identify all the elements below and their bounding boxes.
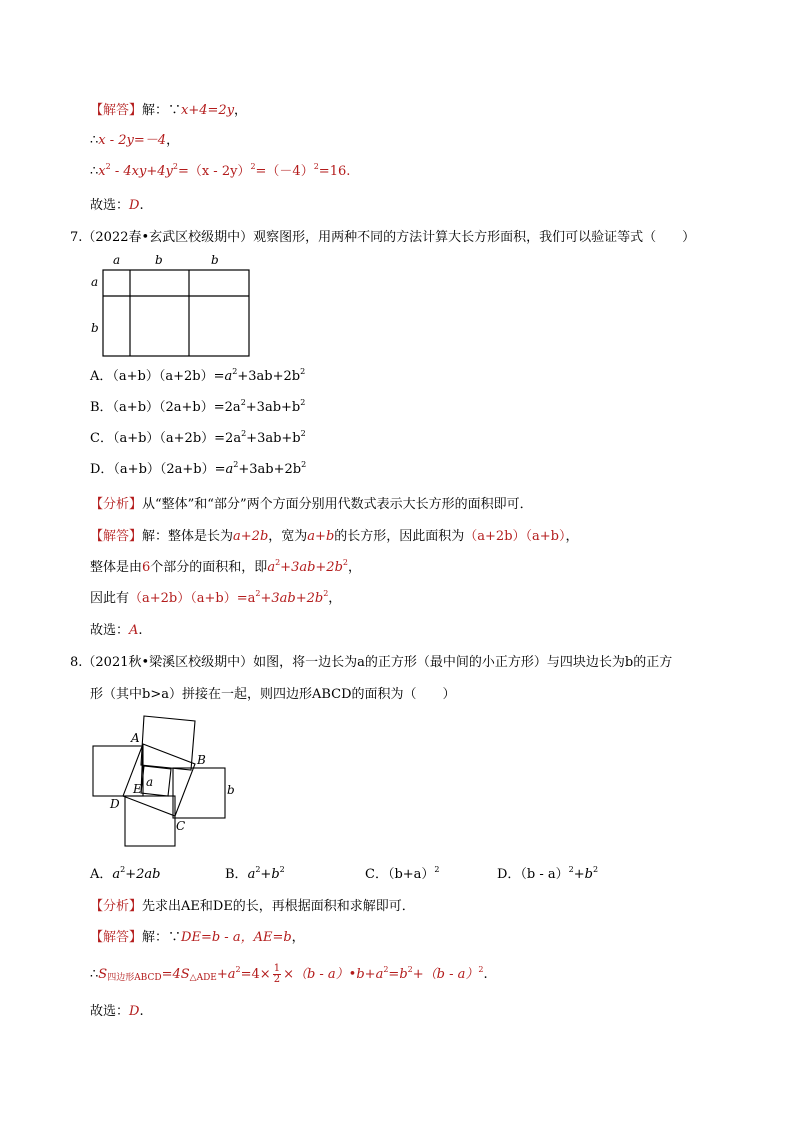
q7-answer-line-3: 因此有$(a+2b)(a+b)=a^2+3ab+2b^2$， xyxy=(90,589,342,606)
q8-answer-tag: 【解答】 xyxy=(90,930,143,945)
q6-answer-line-1: 【解答】解：∵x+4=2y， xyxy=(90,103,248,118)
q8-label-side-a: a xyxy=(146,775,154,789)
q8-label-c: C xyxy=(176,819,186,833)
q7-answer-line-2: 整体是由6个部分的面积和，即$a^2+3ab+2b^2$， xyxy=(90,558,362,575)
q8-label-side-b: b xyxy=(227,783,235,797)
q8-quad-abcd xyxy=(123,744,195,816)
q7-stem: 7.（2022春•玄武区校级期中）观察图形，用两种不同的方法计算大长方形面积，我们可以验证等式（ ） xyxy=(70,230,696,245)
q8-square-right xyxy=(173,768,225,818)
q6-answer-tag: 【解答】 xyxy=(90,103,143,118)
q7-option-a: A．$(a+b)(a+2b)=a^2+3ab+2b^2$ xyxy=(90,367,306,384)
q8-answer-line-2: $\therefore S_{四边形ABCD}=4S_{\triangle ADE}+a^2=4\times$ $\frac{1}{2}$ $\times(b - a)•b+a^2=b^2+(b - a)^2$. xyxy=(90,963,488,985)
q8-stem-line-2: 形（其中b>a）拼接在一起，则四边形ABCD的面积为（ ） xyxy=(90,687,456,702)
q8-label-b: B xyxy=(197,753,206,767)
q8-label-d: D xyxy=(110,797,120,811)
q7-choose: 故选：A. xyxy=(90,623,143,638)
q7-top-label-b1: b xyxy=(155,253,163,267)
q7-left-label-a: a xyxy=(91,275,99,289)
q7-option-b: B．$(a+b)(2a+b)=2a^2+3ab+b^2$ xyxy=(90,398,306,415)
q8-fraction: $\frac{1}{2}$ xyxy=(273,963,281,985)
q8-option-b: B．$a^2+b^2$ xyxy=(225,865,285,882)
q8-square-top xyxy=(141,716,195,770)
q8-choose: 故选：D. xyxy=(90,1004,144,1019)
q8-figure xyxy=(85,712,245,852)
q7-analysis-tag: 【分析】 xyxy=(90,497,143,512)
q8-answer-line-1: 【解答】解：∵DE=b - a，AE=b， xyxy=(90,930,305,945)
q6-choose: 故选：D. xyxy=(90,198,144,213)
q8-label-a: A xyxy=(131,731,140,745)
q6-answer-line-2: ∴x - 2y=－4， xyxy=(90,133,180,148)
q7-option-d: D．$(a+b)(2a+b)=a^2+3ab+2b^2$ xyxy=(90,460,307,477)
q7-left-label-b: b xyxy=(91,321,99,335)
q7-figure xyxy=(85,252,260,362)
q8-analysis: 【分析】先求出AE和DE的长，再根据面积和求解即可． xyxy=(90,899,415,914)
q8-option-a: A．$a^2+2ab$ xyxy=(90,865,161,882)
q7-answer-tag: 【解答】 xyxy=(90,529,143,544)
q7-top-label-b2: b xyxy=(211,253,219,267)
q8-stem-line-1: 8.（2021秋•梁溪区校级期中）如图，将一边长为a的正方形（最中间的小正方形）与四块边长为b的正方 xyxy=(70,655,673,670)
q7-outer-rect xyxy=(103,270,249,356)
q8-square-bottom xyxy=(125,796,175,846)
q7-option-c: C．$(a+b)(a+2b)=2a^2+3ab+b^2$ xyxy=(90,429,306,446)
q8-analysis-tag: 【分析】 xyxy=(90,899,143,914)
q8-option-c: C．$(b+a)^2$ xyxy=(365,865,440,882)
q6-answer-line-3: $\therefore x^2 - 4xy+4y^2=(x - 2y)^2=(-4)^2=16$. xyxy=(90,162,351,179)
q8-option-d: D．$(b - a)^2+b^2$ xyxy=(497,865,599,882)
q7-top-label-a: a xyxy=(113,253,121,267)
q7-answer-line-1: 【解答】解：整体是长为a+2b，宽为a+b的长方形，因此面积为（a+2b）（a+b）， xyxy=(90,529,579,544)
q7-analysis: 【分析】从“整体”和“部分”两个方面分别用代数式表示大长方形的面积即可． xyxy=(90,497,533,512)
q8-label-e: E xyxy=(133,782,142,796)
